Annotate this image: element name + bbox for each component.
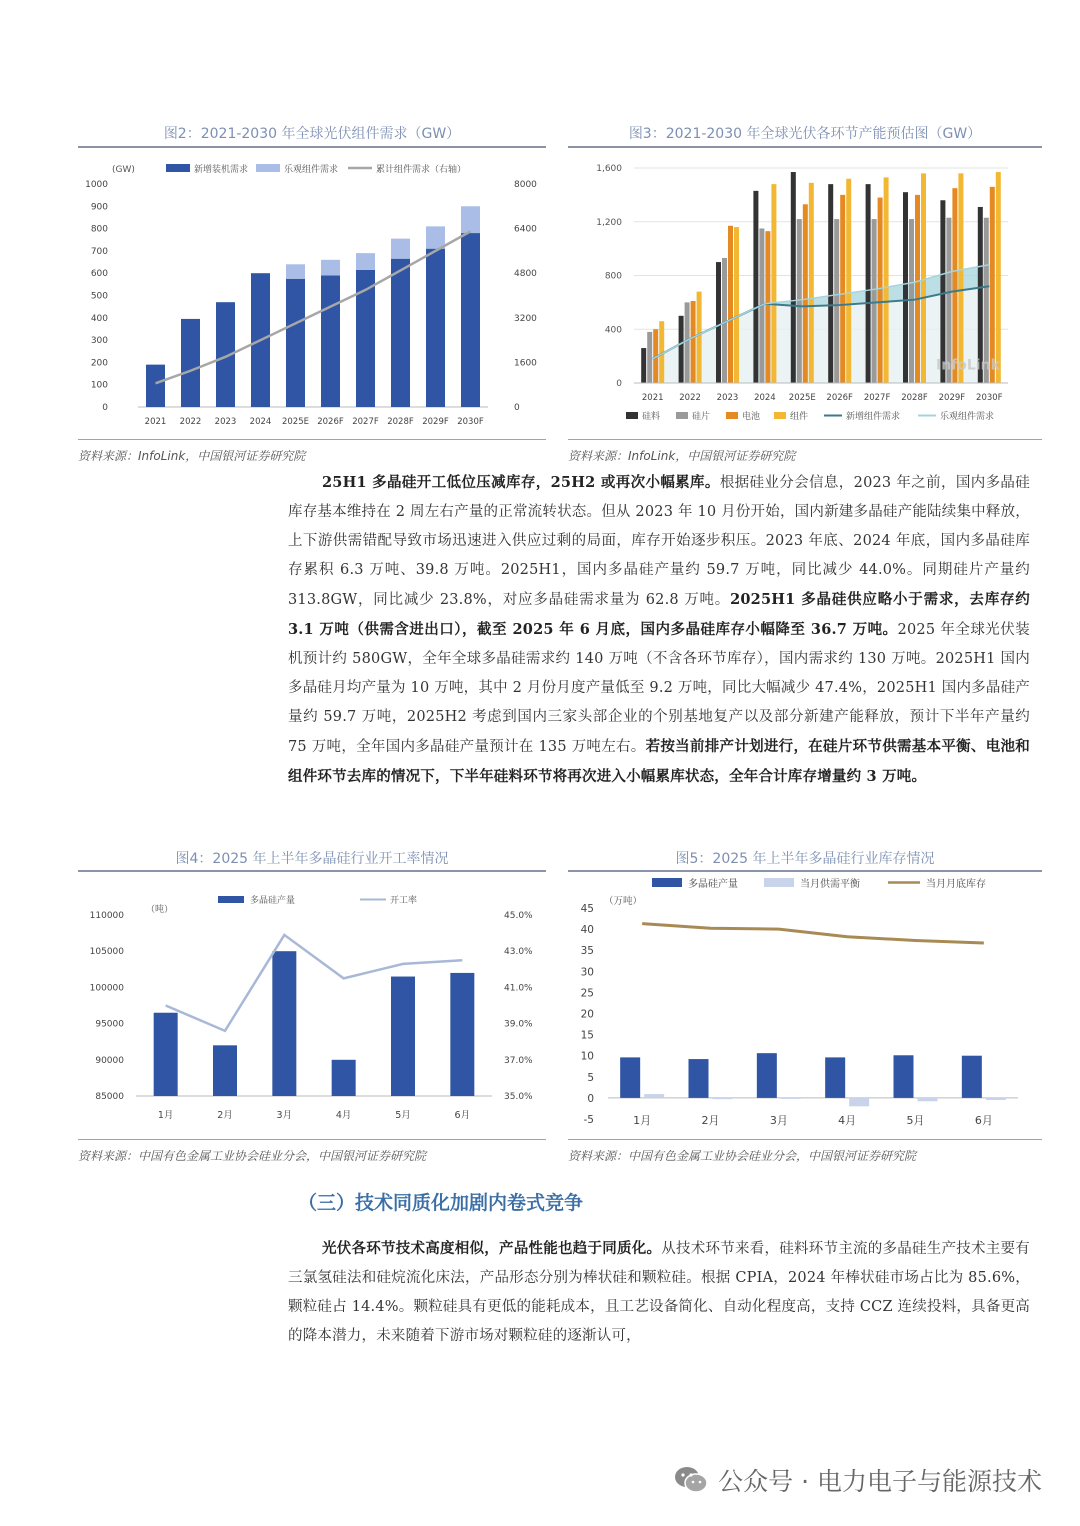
- fig2-xtick: 2030F: [457, 417, 484, 427]
- fig2-ytick-left: 900: [90, 202, 108, 213]
- fig3-bar-wafer: [872, 219, 877, 383]
- fig3-xtick: 2029F: [938, 393, 966, 403]
- fig3-bar-module: [697, 292, 702, 383]
- fig5-ytick: 25: [580, 987, 594, 1000]
- fig4-bar-production: [154, 1013, 178, 1096]
- fig2-ytick-right: 1600: [514, 358, 537, 369]
- fig3-legend-swatch-module: [774, 412, 786, 419]
- fig3-bar-wafer: [834, 219, 839, 383]
- fig5-bar-balance: [713, 1098, 733, 1099]
- fig3-legend-label-cell: 电池: [742, 412, 761, 422]
- watermark: [674, 1462, 1042, 1498]
- fig4-legend-label-line: 开工率: [390, 896, 418, 906]
- fig5-xtick: 2月: [701, 1113, 720, 1127]
- fig3-bar-cell: [990, 187, 995, 383]
- fig3-bar-module: [846, 179, 851, 383]
- fig3-xtick: 2024: [754, 393, 776, 403]
- para2-body: 从技术环节来看，硅料环节主流的多晶硅生产技术主要有三氯氢硅法和硅烷流化床法，产品形态分别为棒状硅和颗粒硅。根据 CPIA，2024 年棒状硅市场占比为 85.6%，颗粒硅占 14.4%。颗粒硅具有更低的能耗成本，且工艺设备简化、自动化程度高，支持 CCZ 连续投料，具备更高的降本潜力，未来随着下游市场对颗粒硅的逐渐认可，: [288, 1241, 1030, 1344]
- fig4-ytick-left: 85000: [95, 1092, 124, 1102]
- fig4-xtick: 3月: [276, 1110, 293, 1121]
- fig2-ytick-left: 300: [90, 336, 108, 347]
- fig3-bar-cell: [915, 195, 920, 383]
- fig5-ytick: -5: [583, 1114, 594, 1126]
- fig3-xtick: 2023: [716, 393, 739, 403]
- fig5-ytick: 10: [580, 1050, 594, 1063]
- fig3-legend-swatch-wafer: [676, 412, 688, 419]
- fig3-legend-swatch-silicon: [626, 412, 638, 419]
- watermark-text: 公众号 · 电力电子与能源技术: [718, 1467, 1042, 1496]
- para2-lead: 光伏各环节技术高度相似，产品性能也趋于同质化。: [322, 1240, 662, 1257]
- fig2-top-rule: [78, 146, 546, 148]
- fig3-bar-wafer: [685, 302, 690, 383]
- fig5-xtick: 4月: [838, 1113, 857, 1127]
- fig3-bar-module: [734, 227, 739, 383]
- fig5-legend-swatch-production: [652, 878, 682, 887]
- fig4-xtick: 6月: [454, 1110, 471, 1121]
- fig4-xtick: 4月: [335, 1110, 352, 1121]
- fig4-xtick: 5月: [395, 1110, 411, 1121]
- fig3-bar-silicon: [866, 184, 871, 383]
- fig5-bar-balance: [781, 1098, 801, 1099]
- fig5-ytick: 20: [580, 1008, 594, 1021]
- fig2-legend-swatch-optimistic: [256, 164, 280, 172]
- fig5-bar-balance: [849, 1098, 869, 1106]
- fig2-bar-optimistic: [321, 260, 340, 276]
- fig4-source: 资料来源：中国有色金属工业协会硅业分会，中国银河证券研究院: [78, 1149, 427, 1163]
- fig3-xtick: 2022: [679, 393, 701, 403]
- fig4-ytick-left: 105000: [89, 947, 124, 958]
- fig2-xtick: 2025E: [281, 417, 310, 427]
- fig2-legend-label-new: 新增装机需求: [194, 165, 249, 175]
- fig2-bar-optimistic: [356, 253, 375, 270]
- fig3-bar-silicon: [716, 262, 721, 383]
- fig3-bar-module: [921, 173, 926, 383]
- fig3-bar-wafer: [722, 258, 727, 383]
- fig5-xtick: 5月: [906, 1113, 925, 1127]
- fig5-legend-swatch-balance: [764, 878, 794, 887]
- fig4-ytick-right: 35.0%: [504, 1092, 533, 1102]
- fig5-ytick: 35: [580, 945, 594, 958]
- fig5-ytick: 30: [580, 966, 594, 979]
- fig2-xtick: 2026F: [317, 417, 344, 427]
- fig4-bar-production: [450, 973, 474, 1096]
- fig3-bar-wafer: [797, 219, 802, 383]
- fig3-bar-silicon: [828, 184, 833, 383]
- fig5-legend-label-production: 多晶硅产量: [688, 879, 738, 890]
- fig5-top-rule: [568, 870, 1042, 872]
- fig5-title: 图5：2025 年上半年多晶硅行业库存情况: [675, 851, 935, 867]
- fig4-xtick: 2月: [217, 1110, 233, 1121]
- fig3-bar-cell: [878, 198, 883, 383]
- fig3-bar-silicon: [791, 172, 796, 383]
- fig5-bar-production: [757, 1053, 777, 1098]
- fig4-ytick-right: 39.0%: [504, 1019, 533, 1030]
- para1-bold-d: 若按当前排产计划进行，在硅片环节供需基本平衡、电池和组件环节去库的情况下，下半年硅料环节将再次进入小幅累库状态，全年合计库存增量约 3 万吨。: [288, 738, 1030, 785]
- fig3-bar-cell: [803, 204, 808, 383]
- fig5-xtick: 6月: [974, 1113, 993, 1127]
- fig2-xtick: 2027F: [352, 417, 379, 427]
- fig2-xtick: 2021: [144, 417, 167, 427]
- fig4-top-rule: [78, 870, 546, 872]
- fig5-bar-production: [825, 1057, 845, 1098]
- fig5-bar-production: [689, 1059, 709, 1098]
- fig4-bar-production: [213, 1045, 237, 1096]
- fig4-line-utilization: [166, 935, 463, 1031]
- wechat-icon: [674, 1466, 708, 1494]
- fig4-bar-production: [391, 977, 415, 1096]
- fig4-ytick-left: 100000: [89, 983, 124, 994]
- fig5-xtick: 3月: [769, 1113, 788, 1127]
- fig3-xtick: 2025E: [788, 393, 816, 403]
- fig3-bar-module: [884, 177, 889, 383]
- fig5-bar-production: [894, 1055, 914, 1098]
- fig3-bar-silicon: [903, 192, 908, 383]
- fig3-infolink-logo: InfoLink: [936, 357, 1000, 374]
- fig2-bar-optimistic: [391, 239, 410, 259]
- fig2-bar-new: [391, 259, 410, 407]
- fig5-bar-balance: [644, 1094, 664, 1098]
- fig4-unit-label: （吨）: [146, 905, 174, 915]
- fig4-bottom-rule: [78, 1139, 546, 1140]
- fig3-top-rule: [568, 146, 1042, 148]
- fig3-source: 资料来源：InfoLink，中国银河证券研究院: [568, 449, 796, 463]
- fig3-bar-cell: [765, 231, 770, 383]
- fig2-ytick-right: 0: [514, 403, 520, 413]
- fig2-xtick: 2024: [249, 417, 272, 427]
- fig2-ytick-left: 1000: [85, 180, 108, 190]
- fig2-ytick-right: 8000: [514, 180, 537, 190]
- section-heading: （三）技术同质化加剧内卷式竞争: [298, 1192, 584, 1214]
- fig5-ytick: 0: [587, 1092, 594, 1105]
- fig3-bar-silicon: [753, 191, 758, 383]
- fig2-bar-new: [146, 365, 165, 407]
- fig5-bar-balance: [918, 1098, 938, 1101]
- fig5-bar-production: [620, 1057, 640, 1098]
- fig5-bar-production: [962, 1056, 982, 1098]
- fig3-ytick: 400: [604, 325, 622, 336]
- fig2-bar-new: [286, 279, 305, 407]
- fig4-ytick-left: 95000: [95, 1019, 124, 1030]
- fig3-bar-module: [996, 172, 1001, 383]
- fig3-legend-label-optimistic: 乐观组件需求: [940, 412, 995, 422]
- fig2-ytick-left: 500: [90, 291, 108, 302]
- fig3-bar-silicon: [940, 200, 945, 383]
- fig3-ytick: 1,600: [596, 164, 622, 174]
- fig2-ytick-left: 700: [90, 246, 108, 257]
- para1-body-a: 根据硅业分会信息，2023 年之前，国内多晶硅库存基本维持在 2 周左右产量的正常流转状态。但从 2023 年 10 月份开始，国内新建多晶硅产能陆续集中释放，上下游供需错配导致市场迅速进入供应过剩的局面，库存开始逐步积压。2023 年底、2024 年底，国内多晶硅库存累积 6.3 万吨、39.8 万吨。2025H1，国内多晶硅产量约 59.7 万吨，同比减少 44.0%。同期硅片产量约 313.8GW，同比减少 23.8%，对应多晶硅需求量为 62.8 万吨。: [288, 475, 1031, 608]
- fig3-xtick: 2021: [641, 393, 664, 403]
- fig5-ytick: 15: [580, 1029, 594, 1042]
- fig3-legend-swatch-cell: [726, 412, 738, 419]
- fig4-ytick-right: 43.0%: [504, 947, 533, 958]
- fig2-ytick-right: 4800: [514, 269, 537, 280]
- fig5-xtick: 1月: [633, 1113, 652, 1127]
- fig4-ytick-right: 41.0%: [504, 983, 533, 994]
- fig2-ytick-left: 0: [102, 403, 108, 413]
- fig2-bar-optimistic: [426, 226, 445, 248]
- fig3-ytick: 800: [604, 271, 622, 282]
- para1-body-c: 2025 年全球光伏装机预计约 580GW，全年全球多晶硅需求约 140 万吨（不含各环节库存），国内需求约 130 万吨。2025H1 国内多晶硅月均产量为 10 万吨，其中 2 月份月度产量低至 9.2 万吨，同比大幅减少 47.4%，2025H1 国内多晶硅产量约 59.7 万吨，2025H2 考虑到国内三家头部企业的个别基地复产以及部分新建产能释放，预计下半年产量约 75 万吨，全年国内多晶硅产量预计在 135 万吨左右。: [288, 622, 1030, 755]
- fig3-xtick: 2028F: [901, 393, 928, 403]
- fig5-source: 资料来源：中国有色金属工业协会硅业分会，中国银河证券研究院: [568, 1149, 917, 1163]
- fig2-bar-new: [426, 249, 445, 407]
- fig2-legend-label-cum: 累计组件需求（右轴）: [376, 165, 467, 175]
- fig4-ytick-left: 90000: [95, 1055, 124, 1066]
- fig3-bar-silicon: [641, 348, 646, 383]
- fig2-bar-new: [321, 275, 340, 407]
- fig2-ytick-left: 400: [90, 313, 108, 324]
- fig3-bar-cell: [691, 301, 696, 383]
- fig2-xtick: 2022: [179, 417, 202, 427]
- fig2-ytick-left: 600: [90, 269, 108, 280]
- fig2-xtick: 2028F: [387, 417, 414, 427]
- fig2-ytick-right: 3200: [514, 313, 537, 324]
- fig5-line-inventory: [642, 924, 984, 943]
- fig2-bar-optimistic: [461, 206, 480, 233]
- fig2-ytick-left: 800: [90, 224, 108, 235]
- fig3-xtick: 2030F: [976, 393, 1003, 403]
- fig2-ytick-left: 100: [90, 380, 108, 391]
- fig3-bar-module: [809, 183, 814, 383]
- fig3-legend-label-new: 新增组件需求: [846, 412, 901, 422]
- fig2-source: 资料来源：InfoLink，中国银河证券研究院: [78, 449, 306, 463]
- fig4-bar-production: [272, 951, 296, 1096]
- fig5-chart: [568, 874, 1042, 1136]
- fig3-legend-label-module: 组件: [790, 412, 809, 422]
- fig5-legend-label-balance: 当月供需平衡: [800, 879, 860, 890]
- fig4-title: 图4：2025 年上半年多晶硅行业开工率情况: [175, 851, 449, 867]
- fig3-legend-label-silicon: 硅料: [642, 412, 661, 422]
- fig4-ytick-right: 45.0%: [504, 911, 533, 921]
- fig2-bar-new: [181, 319, 200, 407]
- fig5-bottom-rule: [568, 1139, 1042, 1140]
- fig5-unit-label: （万吨）: [604, 896, 643, 907]
- fig3-ytick: 0: [616, 379, 622, 389]
- fig2-xtick: 2029F: [422, 417, 449, 427]
- fig2-ytick-left: 200: [90, 358, 108, 369]
- fig4-xtick: 1月: [157, 1110, 174, 1121]
- fig5-ytick: 5: [587, 1071, 594, 1084]
- fig3-bar-module: [958, 173, 963, 383]
- fig5-ytick: 40: [580, 924, 594, 937]
- fig3-xtick: 2027F: [863, 393, 891, 403]
- fig3-bottom-rule: [568, 439, 1042, 440]
- fig3-bar-wafer: [647, 332, 652, 383]
- fig3-bar-cell: [840, 195, 845, 383]
- para1-bold-b: 2025H1 多晶硅供应略小于需求，去库存约 3.1 万吨（供需含进出口），截至 2025 年 6 月底，国内多晶硅库存小幅降至 36.7 万吨。: [288, 591, 1030, 638]
- fig2-title: 图2：2021-2030 年全球光伏组件需求（GW）: [163, 126, 461, 142]
- paragraph-polysilicon-inventory: [288, 468, 1030, 792]
- fig2-line-cumulative: [156, 231, 471, 383]
- fig4-ytick-left: 110000: [89, 911, 124, 921]
- fig2-ytick-right: 6400: [514, 224, 537, 235]
- fig4-chart: [78, 874, 546, 1136]
- fig3-bar-silicon: [679, 316, 684, 383]
- fig2-legend-label-optimistic: 乐观组件需求: [284, 165, 339, 175]
- fig2-xtick: 2023: [214, 417, 237, 427]
- fig4-bar-production: [332, 1060, 356, 1096]
- fig2-legend-swatch-new: [166, 164, 190, 172]
- fig2-chart: [78, 150, 546, 435]
- fig3-bar-cell: [952, 188, 957, 383]
- fig2-unit-label: (GW): [112, 165, 135, 175]
- fig3-bar-cell: [728, 226, 733, 383]
- fig3-chart: [568, 150, 1042, 435]
- fig3-legend-label-wafer: 硅片: [692, 412, 711, 422]
- fig5-legend-label-inventory: 当月月底库存: [926, 879, 986, 890]
- fig3-bar-module: [771, 184, 776, 383]
- para1-lead: 25H1 多晶硅开工低位压减库存，25H2 或再次小幅累库。: [322, 474, 720, 491]
- fig5-ytick: 45: [580, 903, 594, 915]
- fig3-title: 图3：2021-2030 年全球光伏各环节产能预估图（GW）: [628, 126, 982, 142]
- fig4-legend-label-bar: 多晶硅产量: [250, 896, 296, 906]
- fig2-bottom-rule: [78, 439, 546, 440]
- fig5-bar-balance: [986, 1098, 1006, 1100]
- paragraph-technology: [288, 1234, 1030, 1351]
- fig4-legend-swatch-bar: [218, 896, 244, 903]
- fig4-ytick-right: 37.0%: [504, 1055, 533, 1066]
- fig2-bar-new: [461, 233, 480, 407]
- fig3-xtick: 2026F: [826, 393, 853, 403]
- fig2-bar-optimistic: [286, 264, 305, 278]
- fig3-ytick: 1,200: [596, 217, 622, 228]
